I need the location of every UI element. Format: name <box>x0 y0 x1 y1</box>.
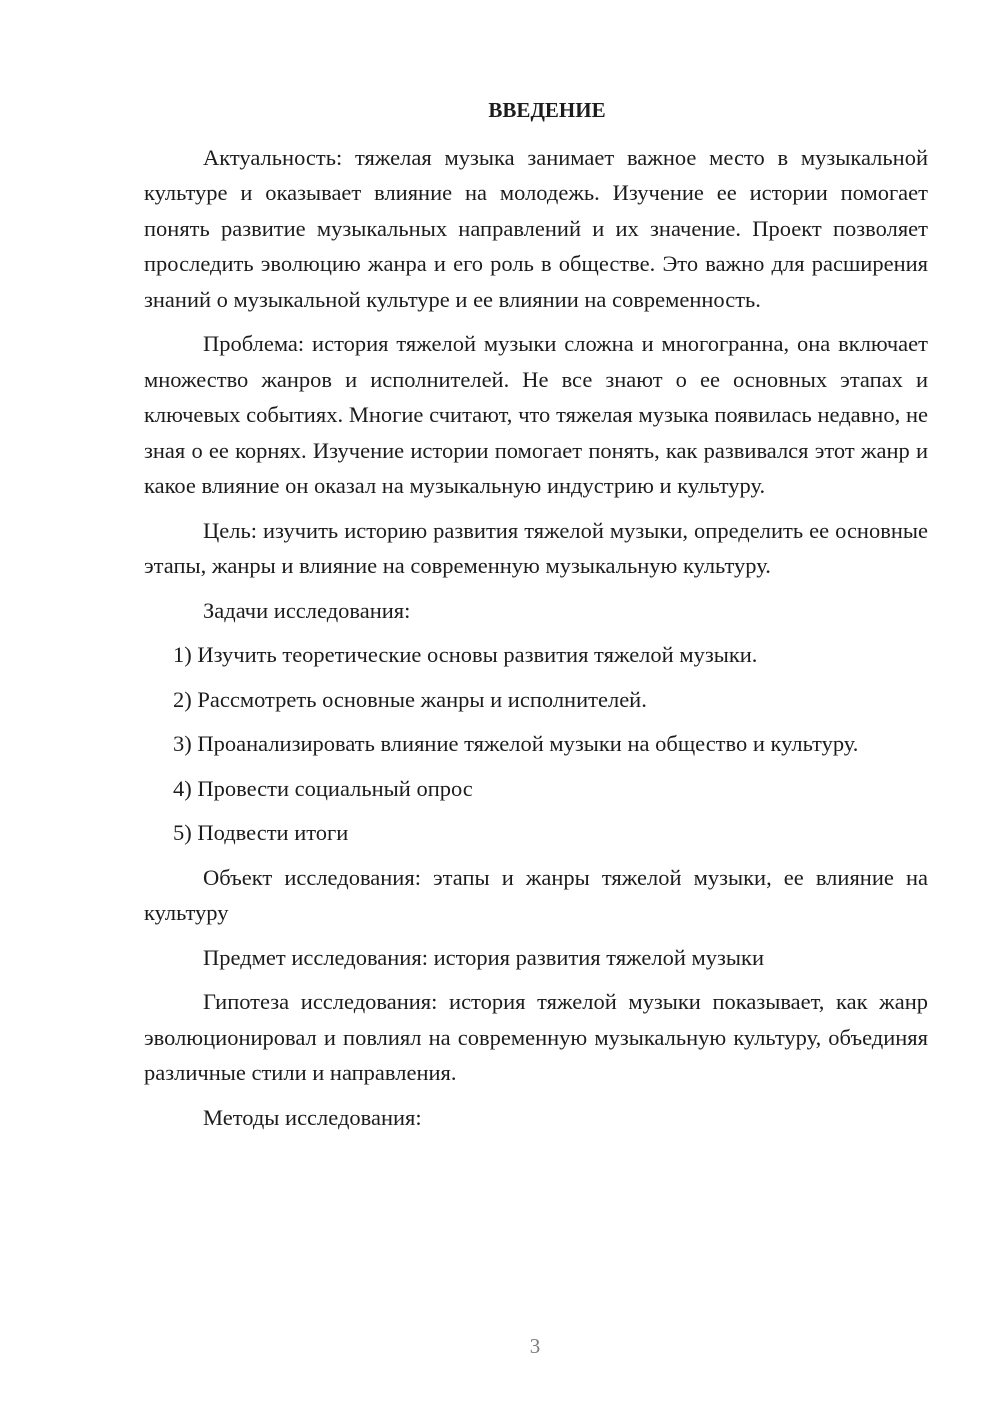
hypothesis-paragraph: Гипотеза исследования: история тяжелой музыки показывает, как жанр эволюционировал и повлиял на современную музыкальную культуру, объединяя различные стили и направления. <box>144 989 928 1085</box>
tasks-heading: Задачи исследования: <box>203 597 411 623</box>
task-item-5: 5) Подвести итоги <box>173 820 349 845</box>
research-subject-paragraph: Предмет исследования: история развития тяжелой музыки <box>203 944 765 970</box>
goal-paragraph: Цель: изучить историю развития тяжелой музыки, определить ее основные этапы, жанры и влияние на современную музыкальную культуру. <box>144 517 928 578</box>
task-item-3: 3) Проанализировать влияние тяжелой музыки на общество и культуру. <box>173 731 859 756</box>
page-number: 3 <box>529 1334 541 1358</box>
problem-paragraph: Проблема: история тяжелой музыки сложна и многогранна, она включает множество жанров и исполнителей. Не все знают о ее основных этапах и ключевых событиях. Многие считают, что тяжелая музыка появилась недавно, не зная о ее корнях. Изучение истории помогает понять, как развивался этот жанр и какое влияние он оказал на музыкальную индустрию и культуру. <box>144 331 928 498</box>
page-content <box>144 93 928 1144</box>
task-item-2: 2) Рассмотреть основные жанры и исполнителей. <box>173 686 647 712</box>
task-item-1: 1) Изучить теоретические основы развития тяжелой музыки. <box>173 642 758 667</box>
task-item-4: 4) Провести социальный опрос <box>173 775 473 801</box>
section-title: ВВЕДЕНИЕ <box>488 98 606 122</box>
research-object-paragraph: Объект исследования: этапы и жанры тяжелой музыки, ее влияние на культуру <box>144 864 928 925</box>
relevance-paragraph: Актуальность: тяжелая музыка занимает важное место в музыкальной культуре и оказывает влияние на молодежь. Изучение ее истории помогает понять развитие музыкальных направлений и их значение. Проект позволяет проследить эволюцию жанра и его роль в обществе. Это важно для расширения знаний о музыкальной культуре и ее влиянии на современность. <box>144 144 928 312</box>
methods-heading: Методы исследования: <box>203 1104 422 1130</box>
tasks-list <box>144 637 928 851</box>
